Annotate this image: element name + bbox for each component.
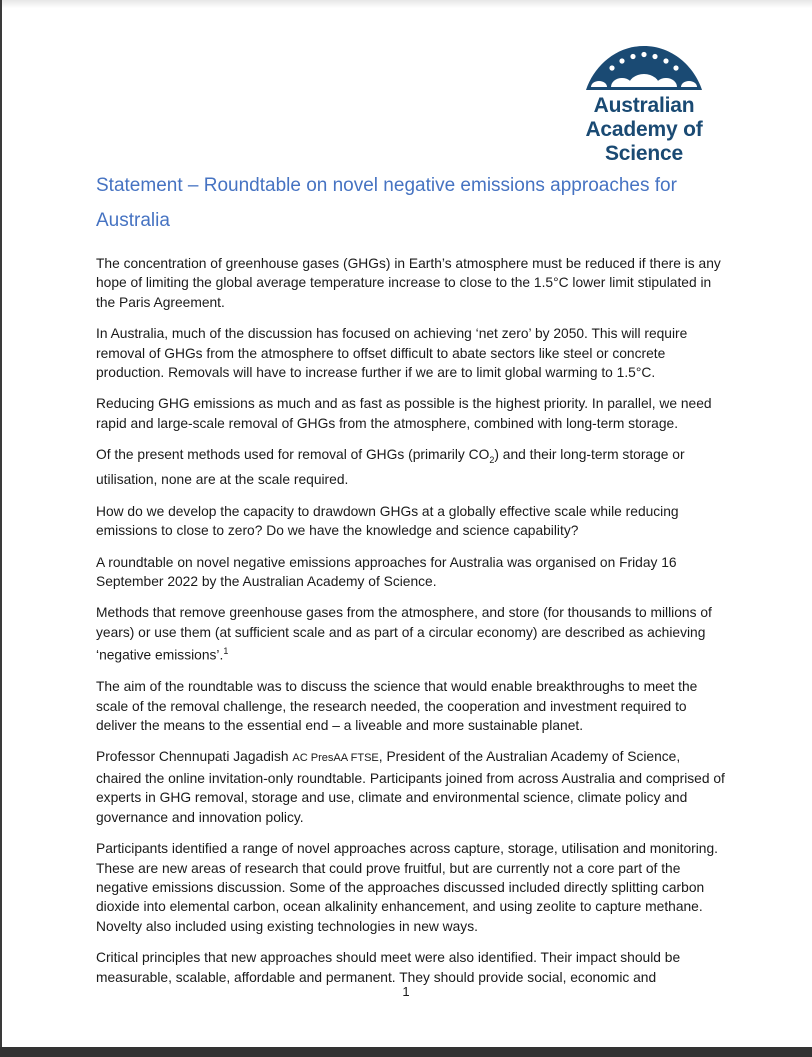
page-top-shadow [0, 0, 812, 8]
paragraph-segment: AC PresAA FTSE [292, 752, 379, 765]
page-footer [0, 983, 812, 1001]
paragraph-segment: 1 [223, 646, 229, 657]
paragraph-segment: The concentration of greenhouse gases (GHGs) in Earth’s atmosphere must be reduced if there is any hope of limiting the global average temperature increase to close to the 1.5°C lower limit stipulated in the Paris Agreement. [96, 256, 721, 310]
paragraph-segment: Participants identified a range of novel approaches across capture, storage, utilisation and monitoring. These are new areas of research that could prove fruitful, but are currently not a core part of the negative emissions discussion. Some of the approaches discussed included directly splitting carbon dioxide into elemental carbon, ocean alkalinity enhancement, and using zeolite to capture methane. Novelty also included using existing technologies in new ways. [96, 841, 718, 934]
paragraph [96, 445, 728, 490]
shine-dome-icon [586, 44, 702, 90]
paragraph-segment: Reducing GHG emissions as much and as fast as possible is the highest priority. In parallel, we need rapid and large-scale removal of GHGs from the atmosphere, combined with long-term storage. [96, 396, 712, 431]
paragraph [96, 502, 728, 541]
paragraph-segment: ) and their long-term storage or utilisation, none are at the scale required. [96, 447, 685, 488]
paragraph-segment: Critical principles that new approaches should meet were also identified. Their impact should be measurable, scalable, affordable and permanent. They should provide social, economic and [96, 950, 681, 985]
paragraph-segment: , President of the Australian Academy of Science, chaired the online invitation-only roundtable. Participants joined from across Australia and comprised of experts in GHG removal, storage and use, climate and environmental science, climate policy and governance and innovation policy. [96, 749, 725, 825]
logo-line-3: Science [605, 142, 683, 165]
paragraph-segment: 2 [489, 455, 495, 465]
paragraph [96, 553, 728, 592]
paragraph-segment: In Australia, much of the discussion has focused on achieving ‘net zero’ by 2050. This will require removal of GHGs from the atmosphere to offset difficult to abate sectors like steel or concrete production. Removals will have to increase further if we are to limit global warming to 1.5°C. [96, 326, 688, 381]
logo-wordmark [572, 94, 716, 166]
aas-logo [572, 44, 716, 166]
paragraph [96, 839, 728, 936]
paragraph [96, 747, 728, 827]
paragraph [96, 394, 728, 433]
paragraph-segment: Methods that remove greenhouse gases from the atmosphere, and store (for thousands to millions of years) or use them (at sufficient scale and as part of a circular economy) are described as achieving ‘negative emissions’. [96, 605, 712, 663]
paragraph-segment: A roundtable on novel negative emissions approaches for Australia was organised on Friday 16 September 2022 by the Australian Academy of Science. [96, 554, 677, 590]
paragraph-segment: Professor Chennupati Jagadish [96, 749, 293, 765]
document-body [96, 254, 728, 987]
paragraph [96, 948, 728, 987]
paragraph [96, 254, 728, 312]
document-content [96, 168, 728, 999]
paragraph [96, 677, 728, 735]
paragraph [96, 324, 728, 382]
window-left-edge [0, 0, 2, 1057]
logo-line-2: Academy of [585, 118, 703, 141]
window-bottom-edge [0, 1047, 812, 1057]
paragraph-segment: The aim of the roundtable was to discuss the science that would enable breakthroughs to meet the scale of the removal challenge, the research needed, the cooperation and investment required to deliver the means to the essential end – a liveable and more sustainable planet. [96, 679, 698, 734]
page-number: 1 [402, 984, 410, 999]
paragraph [96, 603, 728, 665]
paragraph-segment: How do we develop the capacity to drawdown GHGs at a globally effective scale while reducing emissions to close to zero? Do we have the knowledge and science capability? [96, 503, 679, 539]
document-title: Statement – Roundtable on novel negative emissions approaches for Australia [96, 175, 677, 231]
logo-line-1: Australian [593, 94, 695, 117]
paragraph-segment: Of the present methods used for removal of GHGs (primarily CO [96, 447, 490, 463]
